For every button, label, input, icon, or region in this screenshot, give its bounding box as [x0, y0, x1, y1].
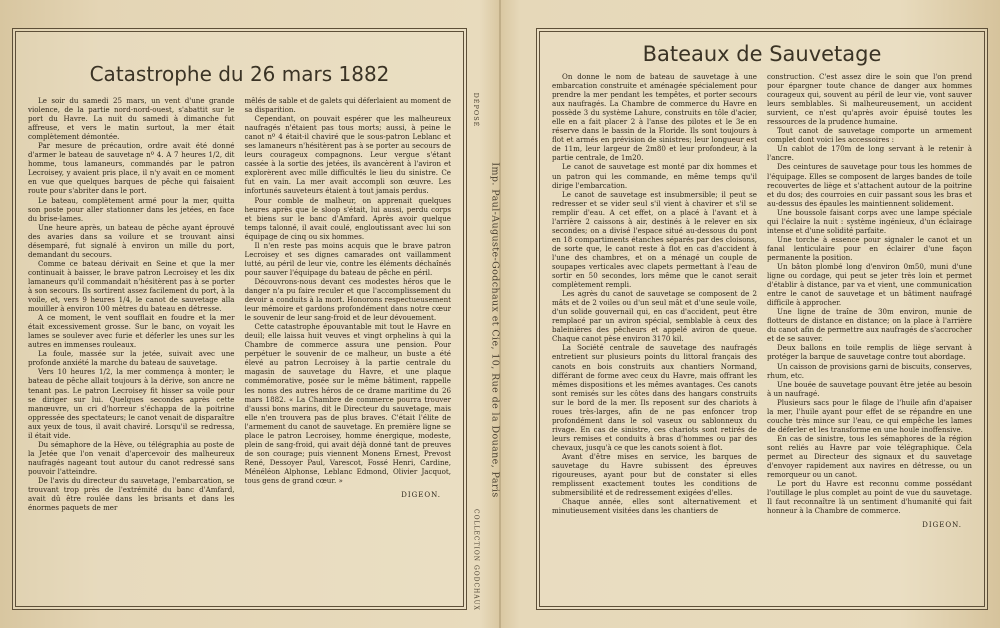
- right-column-1: [552, 72, 757, 598]
- left-column-1: [28, 96, 235, 598]
- paragraph: mêlés de sable et de galets qui déferlaient au moment de sa disparition.: [244, 96, 451, 115]
- paragraph: Un bâton plombé long d'environ 0m50, muni d'une ligne ou cordage, qui peut se jeter très loin et permet d'établir à distance, par va et vient, une communication entre le canot de sauvetage et un bâtiment naufragé difficile à approcher.: [767, 261, 972, 308]
- right-page: [536, 28, 988, 610]
- paragraph: Tout canot de sauvetage comporte un armement complet dont voici les accessoires :: [767, 126, 972, 145]
- right-column-2: [767, 72, 972, 598]
- paragraph: Le canot de sauvetage est insubmersible; il peut se redresser et se vider seul s'il vient à chavirer et s'il se remplir d'eau. A cet effet, on a placé à l'avant et à l'arrière 2 caissons à air, destinés à le relever en six secondes; on a divisé l'espace situé au-dessous du pont en 18 compartiments étanches séparés par des cloisons, de sorte que, le canot reste à flot en cas d'accident à l'une des chambres, et on a ménagé un couple de soupapes verticales avec clapets permettant à l'eau de sortir en 50 secondes, lors même que le canot serait complètement rempli.: [552, 189, 757, 290]
- collection-mark: [470, 509, 482, 611]
- paragraph: Avant d'être mises en service, les barques de sauvetage du Havre subissent des épreuves rigoureuses, ayant pour but de constater si elles remplissent exactement toutes les conditions de submersibilité et de redressement exigées d'elles.: [552, 451, 757, 498]
- paragraph: Découvrons-nous devant ces modestes héros que le danger n'a pu faire reculer et que l'accomplissement du devoir a conduits à la mort. Honorons respectueusement leur mémoire et gardons profondément dans notre cœur le souvenir de leur sang-froid et de leur dévouement.: [244, 276, 451, 323]
- paragraph: Le soir du samedi 25 mars, un vent d'une grande violence, de la partie nord-nord-ouest, s'abattit sur le port du Havre. La nuit du samedi à dimanche fut affreuse, et vers le matin surtout, la mer était complètement démontée.: [28, 96, 235, 142]
- right-page-title: Bateaux de Sauvetage: [642, 42, 882, 66]
- paragraph: On donne le nom de bateau de sauvetage à une embarcation construite et aménagée spécialement pour prendre la mer pendant les tempêtes, et porter secours aux naufragés. La Chambre de commerce du Havre en possède 3 du système Lahure, construits en tôle d'acier, elle en a fait placer 2 à l'anse des pilotes et le 3e en réserve dans le bassin de la Floride. Ils sont toujours à flot et armés en prévision de sinistres; leur longueur est de 11m, leur largeur de 2m80 et leur profondeur, à la partie centrale, de 1m20.: [552, 72, 757, 163]
- paragraph: Le bateau, complètement armé pour la mer, quitta son poste pour aller stationner dans les jetées, en face du brise-lames.: [28, 195, 235, 223]
- paragraph: Plusieurs sacs pour le filage de l'huile afin d'apaiser la mer, l'huile ayant pour effet de se répandre en une couche très mince sur l'eau, ce qui empêche les lames de déferler et les transforme en une houle inoffensive.: [767, 397, 972, 434]
- paragraph: Une heure après, un bateau de pêche ayant éprouvé des avaries dans sa voilure et se trouvant ainsi désemparé, fut signalé à environ un mille du port, demandant du secours.: [28, 222, 235, 259]
- paragraph: De l'avis du directeur du sauvetage, l'embarcation, se trouvant trop près de l'extrémité du banc d'Amfard, avait dû être roulée dans les brisants et dans les énormes paquets de mer: [28, 475, 235, 513]
- paragraph: Cependant, on pouvait espérer que les malheureux naufragés n'étaient pas tous morts; aussi, à peine le canot nº 4 était-il chaviré que le sous-patron Leblanc et ses lamaneurs n'hésitèrent pas à se porter au secours de leurs courageux compagnons. Leur vergue s'étant cassée à la sortie des jetées, ils avancèrent à l'aviron et explorèrent avec mille difficultés le lieu du sinistre. Ce fut en vain. La mer avait accompli son œuvre. Les infortunés sauveteurs étaient à tout jamais perdus.: [244, 114, 451, 196]
- paragraph: Comme ce bateau dérivait en Seine et que la mer continuait à baisser, le brave patron Lecroisey et les dix lamaneurs qu'il commandait n'hésitèrent pas à se porter à son secours. Ils sortirent assez facilement du port, à la voile, et, vers 9 heures 1/4, le canot de sauvetage alla mouiller à environ 100 mètres du bateau en détresse.: [28, 258, 235, 314]
- paragraph: Il n'en reste pas moins acquis que le brave patron Lecroisey et ses dignes camarades ont vaillamment lutté, au péril de leur vie, contre les éléments déchaînés pour sauver l'équipage du bateau de pêche en péril.: [244, 240, 451, 277]
- left-page-title: Catastrophe du 26 mars 1882: [89, 62, 390, 86]
- paragraph: En cas de sinistre, tous les sémaphores de la région sont reliés au Havre par voie télégraphique. Cela permet au Directeur des signaux et du sauvetage d'envoyer rapidement aux navires en détresse, ou un remorqueur ou un canot.: [767, 433, 972, 480]
- paragraph: Cette catastrophe épouvantable mit tout le Havre en deuil; elle laissa huit veuves et vingt orphelins à qui la Chambre de commerce assura une pension. Pour perpétuer le souvenir de ce malheur, un buste a été élevé au patron Lecroisey à la partie centrale du magasin de sauvetage du Havre, et une plaque commémorative, posée sur le même bâtiment, rappelle les noms des autres héros de ce drame maritime du 26 mars 1882. « La Chambre de commerce pourra trouver d'aussi bons marins, dit le Directeur du sauvetage, mais elle n'en trouvera pas de plus braves. C'était l'élite de l'armement du canot de sauvetage. En première ligne se place le patron Lecroisey, homme énergique, modeste, plein de sang-froid, qui avait déjà donné tant de preuves de son courage; puis viennent Monens Ernest, Prevost René, Dessoyer Paul, Varescot, Fossé Henri, Cardine, Ménéléon Alphonse, Leblanc Edmond, Olivier Jacquot, tous gens de grand cœur. »: [244, 322, 451, 485]
- paragraph: construction. C'est assez dire le soin que l'on prend pour épargner toute chance de danger aux hommes courageux qui, souvent au péril de leur vie, vont sauver leurs semblables. Si malheureusement, un accident survient, ce n'est qu'après avoir épuisé toutes les ressources de la prudence humaine.: [767, 72, 972, 127]
- paragraph: Une bouée de sauvetage pouvant être jetée au besoin à un naufragé.: [767, 379, 972, 398]
- paragraph: Le canot de sauvetage est monté par dix hommes et un patron qui les commande, en même temps qu'il dirige l'embarcation.: [552, 162, 757, 190]
- printer-imprint: [488, 160, 502, 500]
- paragraph: Pour comble de malheur, on apprenait quelques heures après que le sloop s'était, lui aussi, perdu corps et biens sur le banc d'Amfard. Après avoir quelque temps talonné, il avait coulé, engloutissant avec lui son équipage de cinq ou six hommes.: [244, 195, 451, 241]
- paragraph: Une ligne de traîne de 30m environ, munie de flotteurs de distance en distance; on la place à l'arrière du canot afin de permettre aux naufragés de s'accrocher et de se sauver.: [767, 307, 972, 344]
- paragraph: Un caisson de provisions garni de biscuits, conserves, rhum, etc.: [767, 361, 972, 380]
- right-signature: DIGEON.: [922, 521, 962, 530]
- left-column-2: [245, 96, 452, 598]
- paragraph: Le port du Havre est reconnu comme possédant l'outillage le plus complet au point de vue du sauvetage. Il faut reconnaître là un sentiment d'humanité qui fait honneur à la Chambre de commerce.: [767, 479, 972, 516]
- paragraph: La foule, massée sur la jetée, suivait avec une profonde anxiété la marche du bateau de sauvetage.: [28, 349, 235, 368]
- paragraph: A ce moment, le vent soufflait en foudre et la mer était excessivement grosse. Sur le banc, on voyait les lames se soulever avec furie et déferler les unes sur les autres en immenses rouleaux.: [28, 313, 235, 350]
- paragraph: Les agrès du canot de sauvetage se composent de 2 mâts et de 2 voiles ou d'un seul mât et d'une seule voile, d'un solide gouvernail qui, en cas d'accident, peut être remplacé par un aviron spécial, semblable à ceux des baleinières des pêcheurs et appelé aviron de queue. Chaque canot pèse environ 3170 kil.: [552, 289, 757, 344]
- left-page-columns: [28, 96, 451, 598]
- paragraph: Une torche à essence pour signaler le canot et un fanal lenticulaire pour en éclairer d'une façon permanente la position.: [767, 234, 972, 262]
- paragraph: La Société centrale de sauvetage des naufragés entretient sur plusieurs points du littoral français des canots en bois construits aux chantiers Normand, différant de forme avec ceux du Havre, mais offrant les mêmes dispositions et les mêmes avantages. Ces canots sont remisés sur les côtes dans des hangars construits sur le bord de la mer. Ils reposent sur des chariots à roues très-larges, afin de ne pas enfoncer trop profondément dans le sol vaseux ou sablonneux du rivage. En cas de sinistre, ces chariots sont retirés de leurs remises et conduits à bras d'hommes ou par des chevaux, jusqu'à ce que les canots soient à flot.: [552, 343, 757, 452]
- printer-label: Imp. Paul-Auguste-Godchaux et Cie, 10, Rue de la Douane, Paris: [489, 162, 501, 498]
- paragraph: Du sémaphore de la Hève, ou télégraphia au poste de la Jetée que l'on venait d'apercevoir des malheureux naufragés nageant tout autour du canot redressé sans pouvoir l'atteindre.: [28, 439, 235, 476]
- right-page-columns: [552, 72, 972, 598]
- paragraph: Chaque année, elles sont alternativement et minutieusement visitées dans les chantiers de: [552, 497, 757, 516]
- paragraph: Une boussole faisant corps avec une lampe spéciale qui l'éclaire la nuit : système ingénieux, d'un éclairage intense et d'une solidité parfaite.: [767, 207, 972, 235]
- paragraph: Des ceintures de sauvetage pour tous les hommes de l'équipage. Elles se composent de larges bandes de toile recouvertes de liège et s'attachent autour de la poitrine et du dos; des courroies en cuir passant sous les bras et au-dessus des épaules les maintiennent solidement.: [767, 162, 972, 208]
- paragraph: Vers 10 heures 1/2, la mer commença à monter; le bateau de pêche allait toujours à la dérive, son ancre ne tenant pas. Le patron Lecroisey fit hisser sa voile pour se diriger sur lui. Quelques secondes après cette manœuvre, un cri d'horreur s'échappa de la poitrine oppressée des spectateurs; le canot venait de disparaître aux yeux de tous, il avait chaviré. Lorsqu'il se redressa, il était vide.: [28, 367, 235, 440]
- paragraph: Un cablot de 170m de long servant à le retenir à l'ancre.: [767, 144, 972, 163]
- collection-label: COLLECTION GODCHAUX: [472, 509, 480, 611]
- left-signature: DIGEON.: [401, 491, 441, 500]
- paragraph: Deux ballons en toile remplis de liège servant à protéger la barque de sauvetage contre tout abordage.: [767, 343, 972, 362]
- left-page: [12, 28, 467, 610]
- depose-label: DÉPOSÉ: [472, 92, 480, 128]
- paragraph: Par mesure de précaution, ordre avait été donné d'armer le bateau de sauvetage nº 4. A 7 heures 1/2, dit homme, tous lamaneurs, commandés par le patron Lecroisey, y avaient pris place, il n'y avait en ce moment en vue que quelques barques de pêche qui faisaient route pour s'abriter dans le port.: [28, 141, 235, 196]
- depose-mark: [470, 80, 482, 140]
